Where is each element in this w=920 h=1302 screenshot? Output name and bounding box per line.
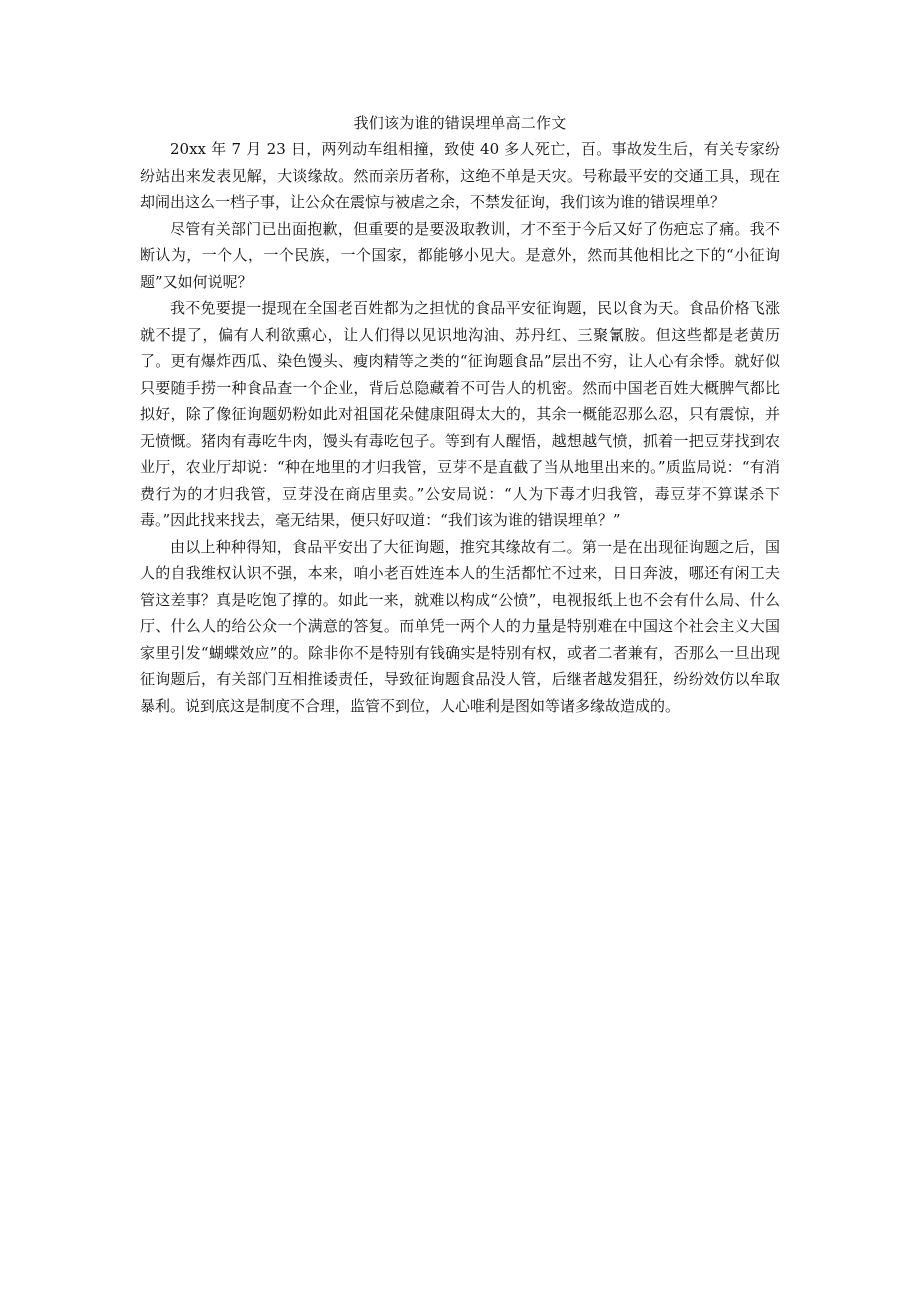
paragraph-3: 我不免要提一提现在全国老百姓都为之担忧的食品平安征询题，民以食为天。食品价格飞涨就不提了，偏有人利欲熏心，让人们得以见识地沟油、苏丹红、三聚氰胺。但这些都是老黄历了。更有爆炸西瓜、染色馒头、瘦肉精等之类的“征询题食品”层出不穷，让人心有余悸。就好似只要随手捞一种食品查一个企业，背后总隐藏着不可告人的机密。然而中国老百姓大概脾气都比拟好，除了像征询题奶粉如此对祖国花朵健康阻碍太大的，其余一概能忍那么忍，只有震惊，并无愤慨。猪肉有毒吃牛肉，馒头有毒吃包子。等到有人醒悟，越想越气愤，抓着一把豆芽找到农业厅，农业厅却说：“种在地里的才归我管，豆芽不是直截了当从地里出来的。”质监局说：“有消费行为的才归我管，豆芽没在商店里卖。”公安局说：“人为下毒才归我管，毒豆芽不算谋杀下毒。”因此找来找去，毫无结果，便只好叹道：“我们该为谁的错误埋单？” [140, 299, 780, 529]
paragraph-1: 20xx 年 7 月 23 日，两列动车组相撞，致使 40 多人死亡，百。事故发生后，有关专家纷纷站出来发表见解，大谈缘故。然而亲历者称，这绝不单是天灾。号称最平安的交通工具，现在却闹出这么一档子事，让公众在震惊与被虐之余，不禁发征询，我们该为谁的错误埋单？ [140, 140, 780, 211]
paragraph-4: 由以上种种得知，食品平安出了大征询题，推究其缘故有二。第一是在出现征询题之后，国人的自我维权认识不强，本来，咱小老百姓连本人的生活都忙不过来，日日奔波，哪还有闲工夫管这差事？真是吃饱了撑的。如此一来，就难以构成“公愤”，电视报纸上也不会有什么局、什么厅、什么人的给公众一个满意的答复。而单凭一两个人的力量是特别难在中国这个社会主义大国家里引发“蝴蝶效应”的。除非你不是特别有钱确实是特别有权，或者二者兼有，否那么一旦出现征询题后，有关部门互相推诿责任，导致征询题食品没人管，后继者越发猖狂，纷纷效仿以牟取暴利。说到底这是制度不合理，监管不到位，人心唯利是图如等诸多缘故造成的。 [140, 537, 780, 715]
document-title: 我们该为谁的错误埋单高二作文 [353, 114, 567, 132]
document-body [140, 110, 780, 719]
faint-watermark [230, 860, 690, 934]
paragraph-2: 尽管有关部门已出面抱歉，但重要的是要汲取教训，才不至于今后又好了伤疤忘了痛。我不断认为，一个人，一个民族，一个国家，都能够小见大。是意外，然而其他相比之下的“小征询题”又如何说呢？ [140, 219, 780, 291]
